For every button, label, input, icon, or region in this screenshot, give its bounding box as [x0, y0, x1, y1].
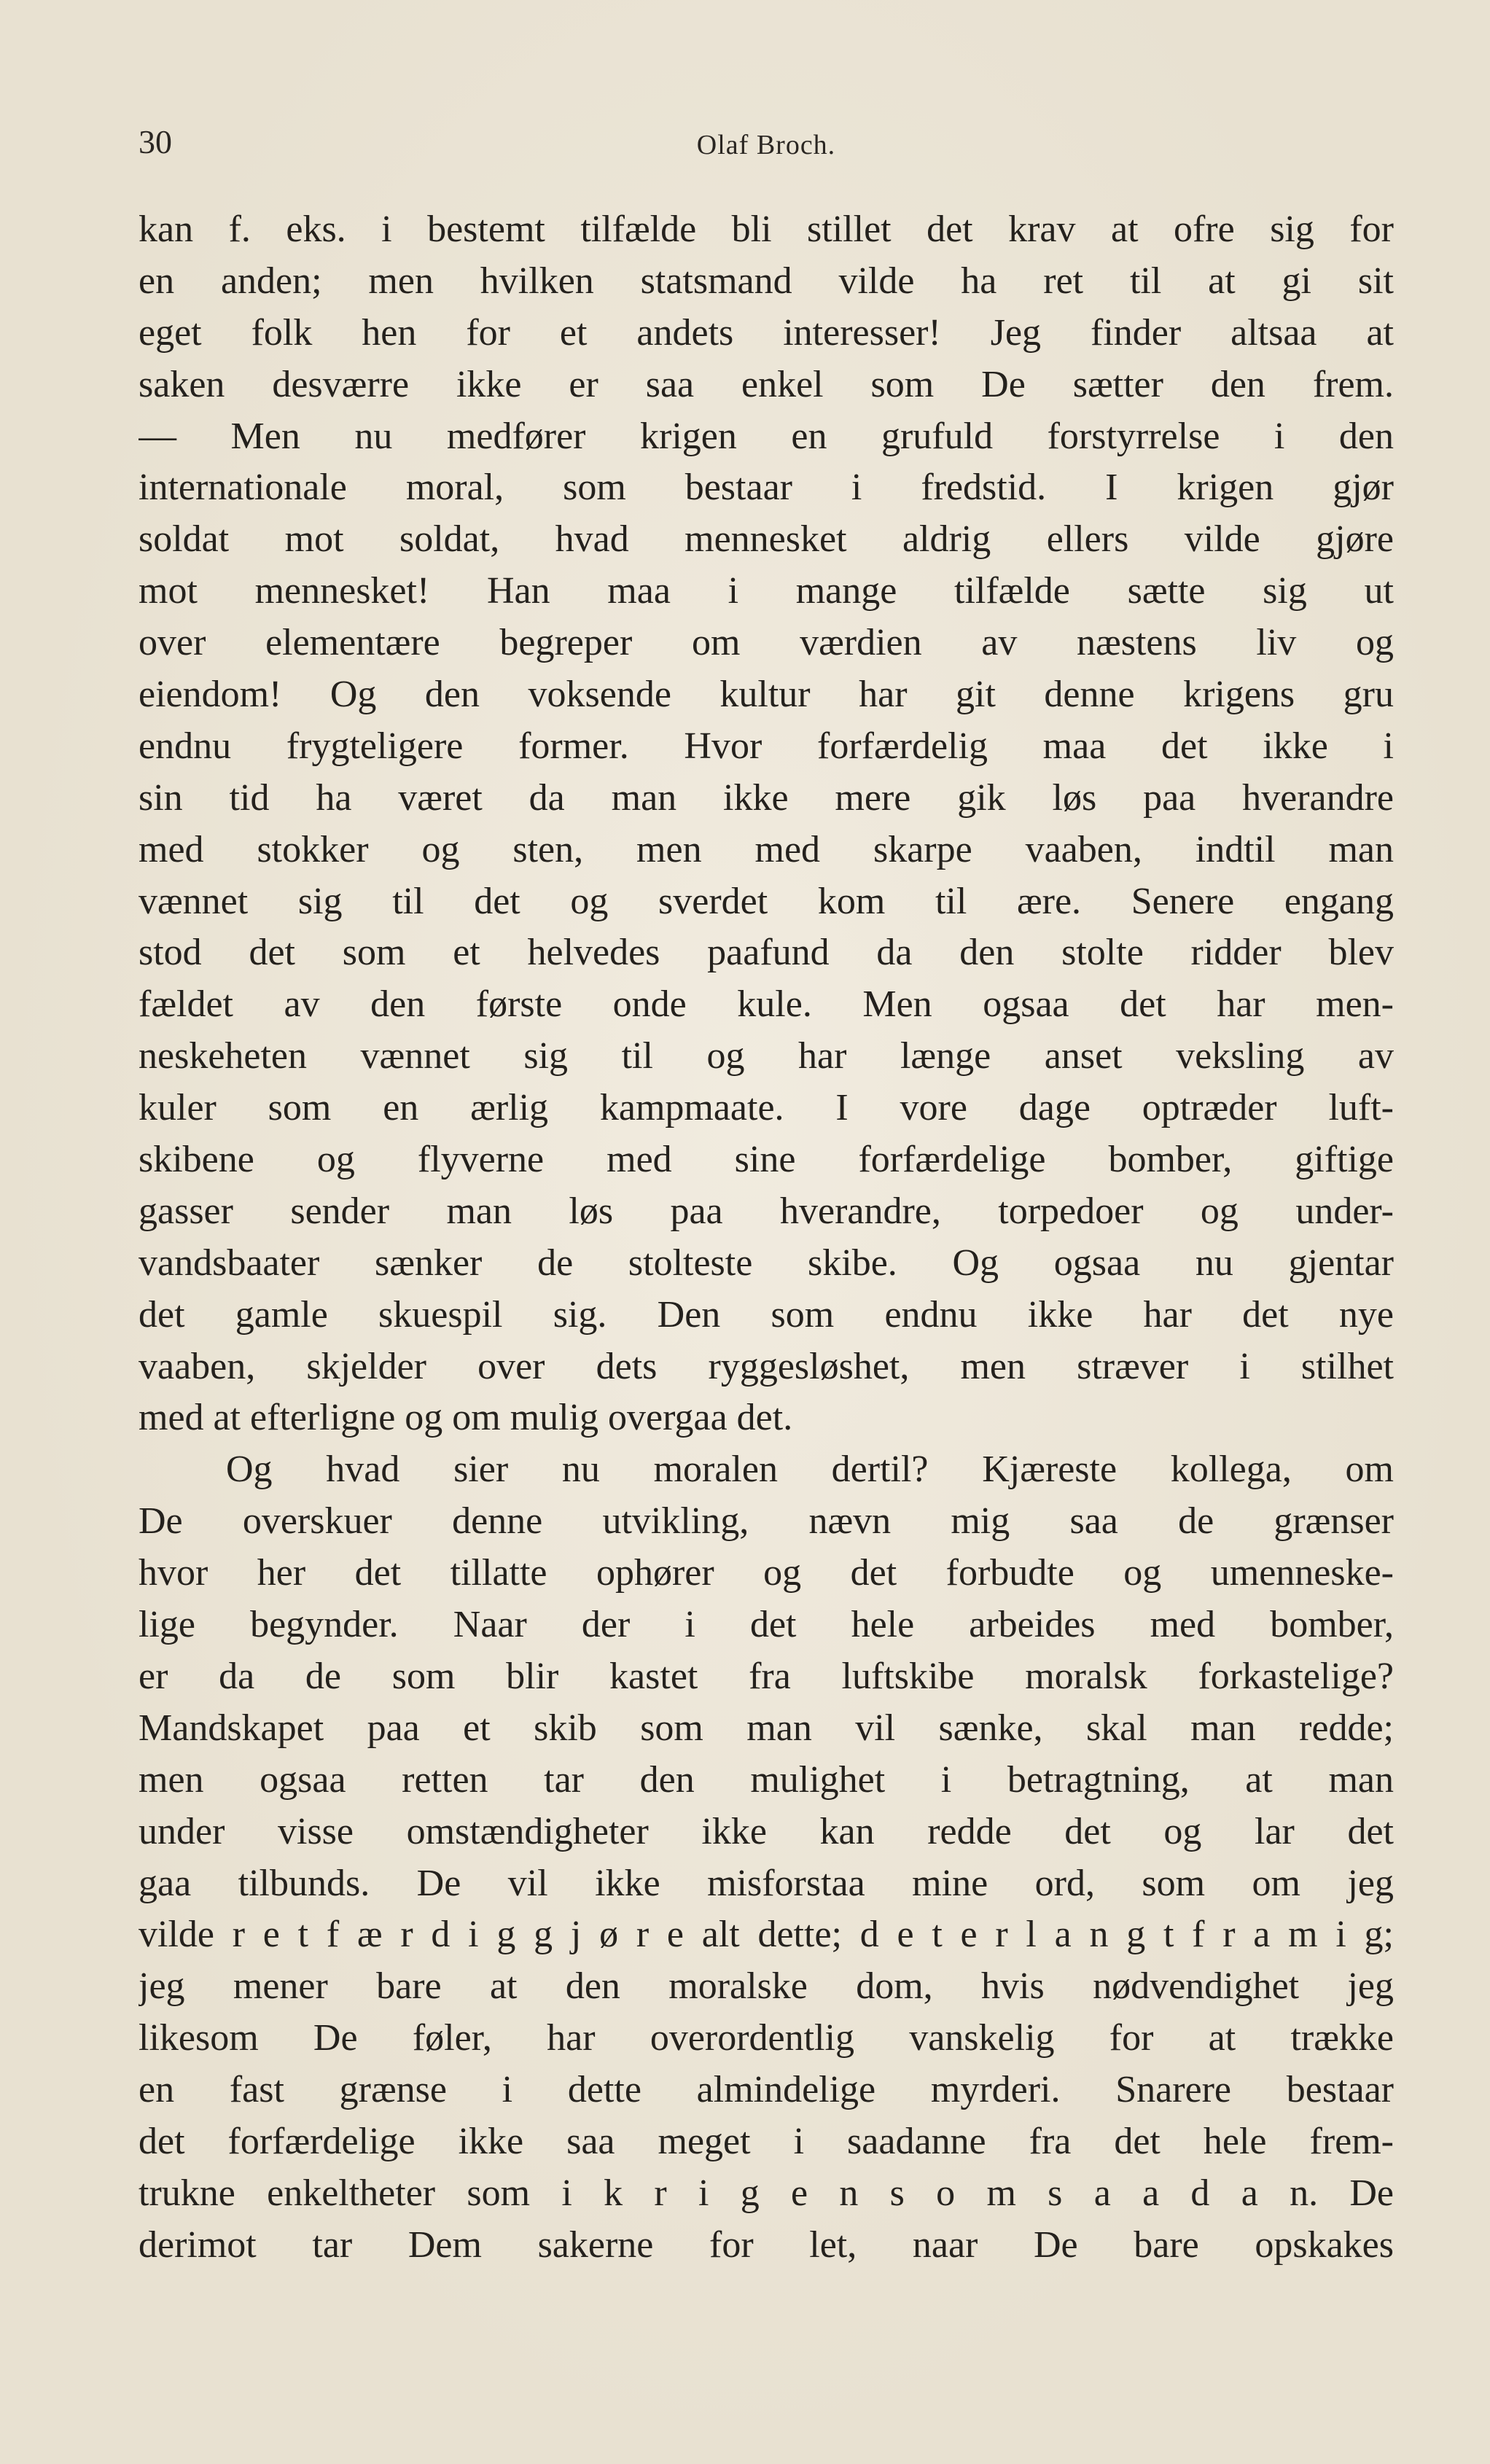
text-line: men ogsaa retten tar den mulighet i betragtning, at man: [139, 1758, 1394, 1801]
text-line: over elementære begreper om værdien av næstens liv og: [139, 622, 1394, 664]
text-line: De overskuer denne utvikling, nævn mig saa de grænser: [139, 1500, 1394, 1543]
text-line: det gamle skuespil sig. Den som endnu ikke har det nye: [139, 1293, 1394, 1336]
text-line: vænnet sig til det og sverdet kom til ære. Senere engang: [139, 880, 1394, 922]
running-head: Olaf Broch.: [696, 130, 836, 160]
text-line: det forfærdelige ikke saa meget i saadanne fra det hele frem-: [139, 2120, 1394, 2162]
text-line: en anden; men hvilken statsmand vilde ha ret til at gi sit: [139, 260, 1394, 302]
text-line: kan f. eks. i bestemt tilfælde bli stillet det krav at ofre sig for: [139, 208, 1394, 250]
text-line: lige begynder. Naar der i det hele arbeides med bomber,: [139, 1604, 1394, 1646]
text-line: vilde r e t f æ r d i g g j ø r e alt dette; d e t e r l a n g t f r a m i g;: [139, 1914, 1394, 1956]
text-line: Mandskapet paa et skib som man vil sænke, skal man redde;: [139, 1707, 1394, 1749]
text-line: kuler som en ærlig kampmaate. I vore dage optræder luft-: [139, 1087, 1394, 1129]
body-text: [139, 204, 1394, 2272]
text-line: soldat mot soldat, hvad mennesket aldrig ellers vilde gjøre: [139, 518, 1394, 561]
text-line: likesom De føler, har overordentlig vanskelig for at trække: [139, 2017, 1394, 2059]
text-line: under visse omstændigheter ikke kan redde det og lar det: [139, 1810, 1394, 1852]
text-line: internationale moral, som bestaar i fredstid. I krigen gjør: [139, 467, 1394, 509]
page-number: 30: [139, 123, 172, 160]
text-line: gaa tilbunds. De vil ikke misforstaa mine ord, som om jeg: [139, 1862, 1394, 1904]
text-line: neskeheten vænnet sig til og har længe anset veksling av: [139, 1035, 1394, 1077]
text-line: er da de som blir kastet fra luftskibe moralsk forkastelige?: [139, 1655, 1394, 1697]
text-line: stod det som et helvedes paafund da den stolte ridder blev: [139, 932, 1394, 974]
text-line: med stokker og sten, men med skarpe vaaben, indtil man: [139, 828, 1394, 870]
text-line: fældet av den første onde kule. Men ogsaa det har men-: [139, 983, 1394, 1026]
text-line: hvor her det tillatte ophører og det forbudte og umenneske-: [139, 1552, 1394, 1594]
text-line: jeg mener bare at den moralske dom, hvis nødvendighet jeg: [139, 1965, 1394, 2008]
text-line: trukne enkeltheter som i k r i g e n s o m s a a d a n. De: [139, 2172, 1394, 2214]
text-line: skibene og flyverne med sine forfærdelige bomber, giftige: [139, 1139, 1394, 1181]
text-line: saken desværre ikke er saa enkel som De sætter den frem.: [139, 363, 1394, 405]
page-header: [139, 117, 1394, 168]
text-line: endnu frygteligere former. Hvor forfærdelig maa det ikke i: [139, 725, 1394, 767]
text-line: — Men nu medfører krigen en grufuld forstyrrelse i den: [139, 415, 1394, 457]
paragraph-end-line: med at efterligne og om mulig overgaa det.: [139, 1397, 793, 1439]
text-line: gasser sender man løs paa hverandre, torpedoer og under-: [139, 1190, 1394, 1232]
text-line: vaaben, skjelder over dets ryggesløshet, men stræver i stilhet: [139, 1345, 1394, 1387]
text-line: mot mennesket! Han maa i mange tilfælde sætte sig ut: [139, 570, 1394, 612]
text-line: en fast grænse i dette almindelige myrderi. Snarere bestaar: [139, 2069, 1394, 2111]
text-line: derimot tar Dem sakerne for let, naar De bare opskakes: [139, 2223, 1394, 2266]
text-line: eiendom! Og den voksende kultur har git denne krigens gru: [139, 674, 1394, 716]
text-line: vandsbaater sænker de stolteste skibe. Og ogsaa nu gjentar: [139, 1241, 1394, 1284]
text-line: sin tid ha været da man ikke mere gik løs paa hverandre: [139, 776, 1394, 819]
paragraph-start-line: Og hvad sier nu moralen dertil? Kjæreste kollega, om: [226, 1449, 1394, 1491]
text-line: eget folk hen for et andets interesser! Jeg finder altsaa at: [139, 311, 1394, 354]
